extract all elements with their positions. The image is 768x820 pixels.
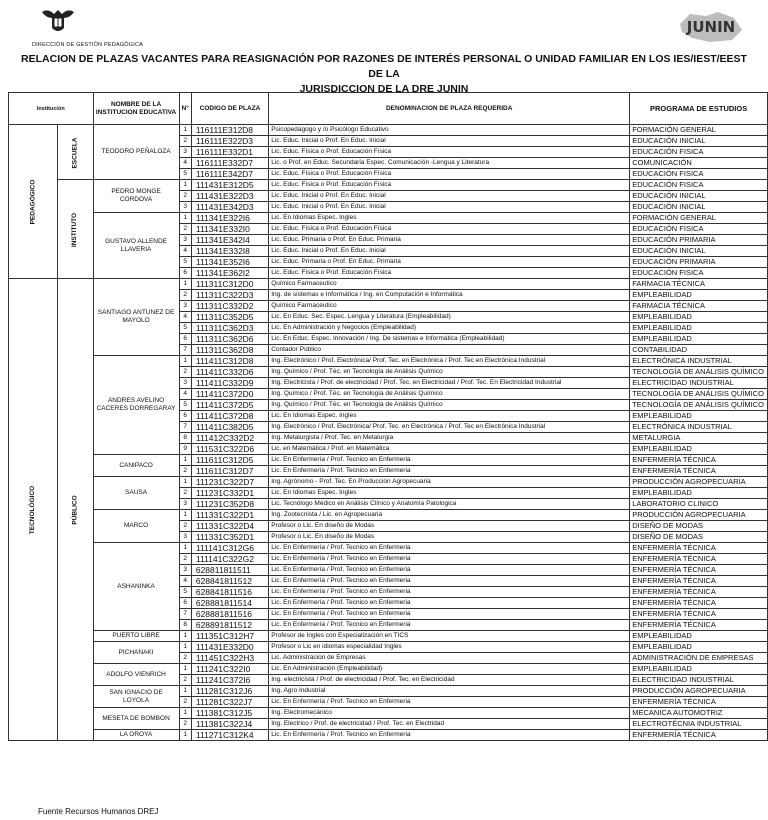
study-program: EDUCACIÓN INICIAL — [630, 202, 768, 213]
row-number: 2 — [179, 367, 191, 378]
table-row — [9, 279, 768, 290]
study-program: ENFERMERÍA TÉCNICA — [630, 587, 768, 598]
study-program: ENFERMERÍA TÉCNICA — [630, 697, 768, 708]
vacancies-table — [8, 92, 768, 741]
study-program: FORMACIÓN GENERAL — [630, 125, 768, 136]
plaza-denomination: Ing. Metalurgista / Prof. Tec. en Metalurgia — [269, 433, 630, 444]
table-row — [9, 455, 768, 466]
plaza-denomination: Lic. En Idiomas Espec. Ingles — [269, 411, 630, 422]
plaza-code: 111611C312D5 — [191, 455, 268, 466]
row-number: 1 — [179, 279, 191, 290]
institution-name: LA OROYA — [93, 730, 179, 741]
plaza-code: 628881811514 — [191, 598, 268, 609]
group-pedagogico: PEDAGÓGICO — [9, 125, 58, 279]
plaza-code: 111431E312D5 — [191, 180, 268, 191]
plaza-denomination: Ing. Electrónico / Prof. Electrónica/ Prof. Tec. en Electrónica / Prof. Tec en Electrónica Industrial — [269, 422, 630, 433]
coat-of-arms-icon — [40, 6, 76, 36]
row-number: 9 — [179, 444, 191, 455]
study-program: CONTABILIDAD — [630, 345, 768, 356]
plaza-code: 111141C322G2 — [191, 554, 268, 565]
study-program: ENFERMERÍA TÉCNICA — [630, 609, 768, 620]
plaza-denomination: Lic. Educ. Inicial o Prof. En Educ. Inicial — [269, 246, 630, 257]
institution-name: CANIPACO — [93, 455, 179, 477]
plaza-denomination: Ing. Químico / Prof. Téc. en Tecnología de Análisis Químico — [269, 400, 630, 411]
col-denominacion: DENOMINACION DE PLAZA REQUERIDA — [269, 93, 630, 125]
row-number: 1 — [179, 708, 191, 719]
plaza-code: 111341E322I6 — [191, 213, 268, 224]
row-number: 5 — [179, 169, 191, 180]
department-name: DIRECCIÓN DE GESTIÓN PEDAGÓGICA — [32, 42, 144, 48]
study-program: DISEÑO DE MODAS — [630, 532, 768, 543]
table-row — [9, 180, 768, 191]
row-number: 1 — [179, 125, 191, 136]
study-program: EMPLEABILIDAD — [630, 312, 768, 323]
plaza-code: 116111E342D7 — [191, 169, 268, 180]
study-program: LABORATORIO CLINICO — [630, 499, 768, 510]
plaza-code: 111411C332D6 — [191, 367, 268, 378]
study-program: FORMACIÓN GENERAL — [630, 213, 768, 224]
study-program: ENFERMERÍA TÉCNICA — [630, 554, 768, 565]
table-row — [9, 708, 768, 719]
plaza-code: 111341E332I8 — [191, 246, 268, 257]
institution-name: MARCO — [93, 510, 179, 543]
plaza-code: 111231C352D8 — [191, 499, 268, 510]
row-number: 1 — [179, 631, 191, 642]
institution-name: PEDRO MONGE CORDOVA — [93, 180, 179, 213]
plaza-code: 111411C372D5 — [191, 400, 268, 411]
row-number: 3 — [179, 301, 191, 312]
plaza-denomination: Lic. En Enfermería / Prof. Tecnico en Enfermeria — [269, 554, 630, 565]
row-number: 5 — [179, 323, 191, 334]
plaza-code: 111411C372D0 — [191, 389, 268, 400]
plaza-denomination: Lic. En Enfermería / Prof. Tecnico en Enfermeria — [269, 455, 630, 466]
row-number: 1 — [179, 686, 191, 697]
study-program: ELECTRICIDAD INDUSTRIAL — [630, 378, 768, 389]
row-number: 2 — [179, 224, 191, 235]
row-number: 3 — [179, 378, 191, 389]
plaza-code: 111271C312K4 — [191, 730, 268, 741]
plaza-code: 111531C322D6 — [191, 444, 268, 455]
plaza-denomination: Lic. Educ. Física o Prof. Educación Física — [269, 268, 630, 279]
plaza-code: 111341E332I0 — [191, 224, 268, 235]
table-row — [9, 356, 768, 367]
plaza-denomination: Lic. En Enfermería / Prof. Tecnico en Enfermeria — [269, 543, 630, 554]
study-program: EDUCACIÓN PRIMARIA — [630, 257, 768, 268]
plaza-denomination: Ing. Electromecánico — [269, 708, 630, 719]
row-number: 1 — [179, 730, 191, 741]
plaza-code: 111431E322D3 — [191, 191, 268, 202]
plaza-denomination: Lic. Educ. Física o Prof. Educación Física — [269, 180, 630, 191]
subgroup-publico: PÚBLICO — [58, 279, 93, 741]
row-number: 7 — [179, 422, 191, 433]
row-number: 6 — [179, 268, 191, 279]
study-program: ENFERMERÍA TÉCNICA — [630, 565, 768, 576]
row-number: 2 — [179, 191, 191, 202]
plaza-code: 116111E312D8 — [191, 125, 268, 136]
row-number: 1 — [179, 356, 191, 367]
plaza-code: 111311C312D0 — [191, 279, 268, 290]
study-program: FARMACIA TÉCNICA — [630, 301, 768, 312]
row-number: 3 — [179, 202, 191, 213]
row-number: 4 — [179, 312, 191, 323]
study-program: EMPLEABILIDAD — [630, 323, 768, 334]
study-program: EMPLEABILIDAD — [630, 631, 768, 642]
source-note: Fuente Recursos Humanos DREJ — [38, 807, 159, 816]
plaza-code: 111411C332D9 — [191, 378, 268, 389]
row-number: 1 — [179, 180, 191, 191]
plaza-denomination: Lic. En Enfermería / Prof. Tecnico en Enfermeria — [269, 697, 630, 708]
plaza-code: 111311C352D5 — [191, 312, 268, 323]
table-row — [9, 213, 768, 224]
plaza-code: 111431E342D3 — [191, 202, 268, 213]
plaza-denomination: Lic. En Administración y Negocios (Empleabilidad) — [269, 323, 630, 334]
study-program: ELECTROTÉCNIA INDUSTRIAL — [630, 719, 768, 730]
row-number: 6 — [179, 411, 191, 422]
study-program: EMPLEABILIDAD — [630, 290, 768, 301]
study-program: COMUNICACIÓN — [630, 158, 768, 169]
page-title: RELACION DE PLAZAS VACANTES PARA REASIGNACIÓN POR RAZONES DE INTERÉS PERSONAL O UNIDAD FAMILIAR EN LOS IES/IEST/EEST DE LA JURISDICCION DE LA DRE JUNIN — [21, 53, 747, 95]
plaza-code: 111451C322H3 — [191, 653, 268, 664]
plaza-denomination: Lic. Educ. Primaria o Prof. En Educ. Primaria — [269, 235, 630, 246]
study-program: METALURGIA — [630, 433, 768, 444]
plaza-denomination: Lic. en Matemática / Prof. en Matemática — [269, 444, 630, 455]
plaza-denomination: Ing. Zootecnista / Lic. en Agropecuaria — [269, 510, 630, 521]
col-programa: PROGRAMA DE ESTUDIOS — [630, 93, 768, 125]
plaza-code: 111341E352I6 — [191, 257, 268, 268]
row-number: 7 — [179, 345, 191, 356]
col-codigo: CODIGO DE PLAZA — [191, 93, 268, 125]
row-number: 3 — [179, 147, 191, 158]
plaza-denomination: Lic. Educ. Física o Prof. Educación Física — [269, 147, 630, 158]
plaza-code: 111311C332D2 — [191, 301, 268, 312]
plaza-code: 111281C312J6 — [191, 686, 268, 697]
col-n: N° — [179, 93, 191, 125]
study-program: EMPLEABILIDAD — [630, 411, 768, 422]
institution-name: PICHANAKI — [93, 642, 179, 664]
row-number: 8 — [179, 620, 191, 631]
row-number: 3 — [179, 235, 191, 246]
plaza-code: 111331C322D4 — [191, 521, 268, 532]
plaza-code: 628841811512 — [191, 576, 268, 587]
study-program: ENFERMERÍA TÉCNICA — [630, 576, 768, 587]
plaza-denomination: Ing. Electrónico / Prof. Electrónica/ Prof. Tec. en Electrónica / Prof. Tec en Electrónica Industrial — [269, 356, 630, 367]
study-program: EDUCACIÓN FISICA — [630, 268, 768, 279]
plaza-code: 111311C362D6 — [191, 334, 268, 345]
plaza-code: 111231C322D7 — [191, 477, 268, 488]
plaza-denomination: Contador Público — [269, 345, 630, 356]
study-program: ENFERMERÍA TÉCNICA — [630, 598, 768, 609]
row-number: 1 — [179, 510, 191, 521]
table-row — [9, 477, 768, 488]
plaza-denomination: Lic. En Enfermería / Prof. Tecnico en Enfermeria — [269, 609, 630, 620]
plaza-code: 628841811516 — [191, 587, 268, 598]
plaza-denomination: Ing. Agrónomo - Prof. Tec. En Producción Agropecuaria — [269, 477, 630, 488]
study-program: PRODUCCIÓN AGROPECUARIA — [630, 686, 768, 697]
subgroup-escuela: ESCUELA — [58, 125, 93, 180]
row-number: 3 — [179, 565, 191, 576]
table-row — [9, 631, 768, 642]
plaza-denomination: Lic. Tecnólogo Médico en Análisis Clínico y Anatomía Patologica — [269, 499, 630, 510]
institution-name: MESETA DE BOMBON — [93, 708, 179, 730]
row-number: 7 — [179, 609, 191, 620]
study-program: EDUCACIÓN FISICA — [630, 169, 768, 180]
plaza-denomination: Lic. Educ. Inicial o Prof. En Educ. Inicial — [269, 191, 630, 202]
row-number: 2 — [179, 521, 191, 532]
study-program: EDUCACIÓN INICIAL — [630, 246, 768, 257]
study-program: MECANICA AUTOMOTRIZ — [630, 708, 768, 719]
col-institucion: Institución — [9, 93, 94, 125]
table-row — [9, 664, 768, 675]
row-number: 4 — [179, 158, 191, 169]
study-program: PRODUCCIÓN AGROPECUARIA — [630, 477, 768, 488]
plaza-denomination: Ing. Agro Industrial — [269, 686, 630, 697]
plaza-denomination: Ing. Químico / Prof. Téc. en Tecnología de Análisis Químico — [269, 389, 630, 400]
plaza-denomination: Químico Farmaceutico — [269, 279, 630, 290]
plaza-denomination: Lic. Educ. Inicial o Prof. En Educ. Inicial — [269, 202, 630, 213]
plaza-code: 111331C352D1 — [191, 532, 268, 543]
row-number: 6 — [179, 598, 191, 609]
plaza-code: 111311C362D3 — [191, 323, 268, 334]
plaza-denomination: Lic. En Enfermería / Prof. Tecnico en Enfermeria — [269, 565, 630, 576]
plaza-code: 111231C332D1 — [191, 488, 268, 499]
row-number: 6 — [179, 334, 191, 345]
study-program: ENFERMERÍA TÉCNICA — [630, 543, 768, 554]
plaza-denomination: Lic. Educ. Física o Prof. Educación Física — [269, 169, 630, 180]
plaza-code: 111311C362D8 — [191, 345, 268, 356]
plaza-denomination: Ing. de sistemas e Informática / Ing. en Computación e Informática — [269, 290, 630, 301]
plaza-denomination: Profesor o Lic en idiomas especialidad Ingles — [269, 642, 630, 653]
group-tecnologico: TECNOLÓGICO — [9, 279, 58, 741]
study-program: ELECTRICIDAD INDUSTRIAL — [630, 675, 768, 686]
plaza-code: 116111E332D1 — [191, 147, 268, 158]
row-number: 2 — [179, 675, 191, 686]
row-number: 8 — [179, 433, 191, 444]
institution-name: SAN IGNACIO DE LOYOLA — [93, 686, 179, 708]
study-program: EDUCACIÓN INICIAL — [630, 191, 768, 202]
table-row — [9, 510, 768, 521]
plaza-code: 111331C322D1 — [191, 510, 268, 521]
row-number: 4 — [179, 246, 191, 257]
plaza-denomination: Lic. En Enfermería / Prof. Tecnico en Enfermeria — [269, 598, 630, 609]
row-number: 2 — [179, 290, 191, 301]
plaza-denomination: Lic. o Prof. en Educ. Secundaria Espec. Comunicación -Lengua y Literatura — [269, 158, 630, 169]
study-program: FARMACIA TÉCNICA — [630, 279, 768, 290]
plaza-denomination: Ing. Electrico / Prof. de electricidad / Prof. Tec. en Electridad — [269, 719, 630, 730]
row-number: 1 — [179, 664, 191, 675]
institution-name: SANTIAGO ANTUNEZ DE MAYOLO — [93, 279, 179, 356]
plaza-code: 111311C322D3 — [191, 290, 268, 301]
plaza-denomination: Lic. En Administración (Empleabilidad) — [269, 664, 630, 675]
plaza-code: 111341E342I4 — [191, 235, 268, 246]
study-program: EDUCACIÓN FISICA — [630, 180, 768, 191]
study-program: EMPLEABILIDAD — [630, 334, 768, 345]
plaza-code: 111241C322I0 — [191, 664, 268, 675]
study-program: EDUCACIÓN PRIMARIA — [630, 235, 768, 246]
row-number: 4 — [179, 576, 191, 587]
row-number: 1 — [179, 455, 191, 466]
row-number: 3 — [179, 532, 191, 543]
row-number: 2 — [179, 136, 191, 147]
plaza-code: 628891811512 — [191, 620, 268, 631]
row-number: 2 — [179, 719, 191, 730]
row-number: 1 — [179, 213, 191, 224]
plaza-denomination: Lic. En Enfermería / Prof. Tecnico en Enfermeria — [269, 620, 630, 631]
study-program: EDUCACIÓN FISICA — [630, 224, 768, 235]
study-program: EMPLEABILIDAD — [630, 664, 768, 675]
row-number: 5 — [179, 587, 191, 598]
study-program: EDUCACIÓN FISICA — [630, 147, 768, 158]
row-number: 2 — [179, 554, 191, 565]
plaza-code: 111341E362I2 — [191, 268, 268, 279]
institution-name: PUERTO LIBRE — [93, 631, 179, 642]
study-program: ENFERMERÍA TÉCNICA — [630, 730, 768, 741]
plaza-denomination: Lic. Educ. Física o Prof. Educación Física — [269, 224, 630, 235]
subgroup-instituto: INSTITUTO — [58, 180, 93, 279]
document-header — [0, 0, 768, 95]
plaza-denomination: Lic. En Idiomas Espec. Ingles — [269, 213, 630, 224]
plaza-denomination: Lic. En Enfermería / Prof. Tecnico en Enfermeria — [269, 576, 630, 587]
row-number: 1 — [179, 477, 191, 488]
plaza-code: 111412C332D2 — [191, 433, 268, 444]
plaza-code: 111141C312G6 — [191, 543, 268, 554]
plaza-denomination: Profesor de Ingles con Especialización en TICS — [269, 631, 630, 642]
study-program: TECNOLOGÍA DE ANÁLISIS QUÍMICO — [630, 367, 768, 378]
study-program: ENFERMERÍA TÉCNICA — [630, 455, 768, 466]
study-program: ENFERMERÍA TÉCNICA — [630, 466, 768, 477]
study-program: EMPLEABILIDAD — [630, 642, 768, 653]
plaza-denomination: Lic. En Educ. Sec. Espec. Lengua y Literatura (Empleabilidad) — [269, 312, 630, 323]
study-program: TECNOLOGÍA DE ANÁLISIS QUÍMICO — [630, 389, 768, 400]
plaza-denomination: Lic. Educ. Inicial o Prof. En Educ. Inicial — [269, 136, 630, 147]
row-number: 2 — [179, 697, 191, 708]
row-number: 5 — [179, 400, 191, 411]
col-nombre: NOMBRE DE LA INSTITUCION EDUCATIVA — [93, 93, 179, 125]
table-row — [9, 642, 768, 653]
plaza-denomination: Ing. electricista / Prof. de electricidad / Prof. Tec. en Electricidad — [269, 675, 630, 686]
study-program: TECNOLOGÍA DE ANÁLISIS QUÍMICO — [630, 400, 768, 411]
plaza-code: 628881811516 — [191, 609, 268, 620]
study-program: ELECTRÓNICA INDUSTRIAL — [630, 422, 768, 433]
table-row — [9, 125, 768, 136]
study-program: ENFERMERÍA TÉCNICA — [630, 620, 768, 631]
institution-name: TEODORO PEÑALOZA — [93, 125, 179, 180]
institution-name: GUSTAVO ALLENDE LLAVERIA — [93, 213, 179, 279]
plaza-denomination: Psicopedagogo y /o Psicólogo Educativo — [269, 125, 630, 136]
study-program: EMPLEABILIDAD — [630, 488, 768, 499]
plaza-code: 116111E322D3 — [191, 136, 268, 147]
study-program: ELECTRÓNICA INDUSTRIAL — [630, 356, 768, 367]
plaza-denomination: Químico Farmaceutico — [269, 301, 630, 312]
institution-name: ANDRES AVELINO CACERES DORREGARAY — [93, 356, 179, 455]
plaza-code: 111411C312D8 — [191, 356, 268, 367]
study-program: ADMINISTRACIÓN DE EMPRESAS — [630, 653, 768, 664]
plaza-denomination: Lic. En Enfermería / Prof. Tecnico en Enfermeria — [269, 587, 630, 598]
row-number: 2 — [179, 653, 191, 664]
plaza-code: 111241C372I6 — [191, 675, 268, 686]
row-number: 4 — [179, 389, 191, 400]
plaza-denomination: Lic. En Enfermería / Prof. Tecnico en Enfermeria — [269, 730, 630, 741]
row-number: 3 — [179, 499, 191, 510]
plaza-code: 111381C322J4 — [191, 719, 268, 730]
row-number: 1 — [179, 543, 191, 554]
study-program: EDUCACIÓN INICIAL — [630, 136, 768, 147]
institution-name: ADOLFO VIENRICH — [93, 664, 179, 686]
plaza-denomination: Lic. Administracion de Empresas — [269, 653, 630, 664]
plaza-denomination: Ing. Electricista / Prof. de electricidad / Prof. Tec. en Electricidad / Prof. Tec. En Electricidad Industrial — [269, 378, 630, 389]
row-number: 1 — [179, 642, 191, 653]
plaza-denomination: Profesor o Lic. En diseño de Modas — [269, 521, 630, 532]
plaza-code: 111431E332D0 — [191, 642, 268, 653]
institution-name: ASHANINKA — [93, 543, 179, 631]
table-row — [9, 730, 768, 741]
study-program: DISEÑO DE MODAS — [630, 521, 768, 532]
plaza-denomination: Lic. En Educ. Espec. Innovación / Ing. De sistemas e Informática (Empleabilidad) — [269, 334, 630, 345]
plaza-denomination: Ing. Químico / Prof. Téc. en Tecnología de Análisis Químico — [269, 367, 630, 378]
study-program: EMPLEABILIDAD — [630, 444, 768, 455]
institution-name: SAUSA — [93, 477, 179, 510]
plaza-denomination: Profesor o Lic. En diseño de Modas — [269, 532, 630, 543]
plaza-code: 111381C312J5 — [191, 708, 268, 719]
plaza-code: 111281C322J7 — [191, 697, 268, 708]
study-program: PRODUCCIÓN AGROPECUARIA — [630, 510, 768, 521]
junin-logo: JUNIN — [676, 10, 746, 44]
plaza-code: 111411C372D8 — [191, 411, 268, 422]
plaza-denomination: Lic. En Enfermería / Prof. Tecnico en Enfermeria — [269, 466, 630, 477]
plaza-code: 628811811511 — [191, 565, 268, 576]
plaza-code: 111611C312D7 — [191, 466, 268, 477]
row-number: 5 — [179, 257, 191, 268]
table-row — [9, 686, 768, 697]
table-row — [9, 543, 768, 554]
row-number: 2 — [179, 488, 191, 499]
plaza-denomination: Lic. Educ. Primaria o Prof. En Educ. Primaria — [269, 257, 630, 268]
plaza-code: 111411C382D5 — [191, 422, 268, 433]
plaza-code: 111351C312H7 — [191, 631, 268, 642]
plaza-code: 116111E332D7 — [191, 158, 268, 169]
plaza-denomination: Lic. En Idiomas Espec. Ingles — [269, 488, 630, 499]
row-number: 2 — [179, 466, 191, 477]
